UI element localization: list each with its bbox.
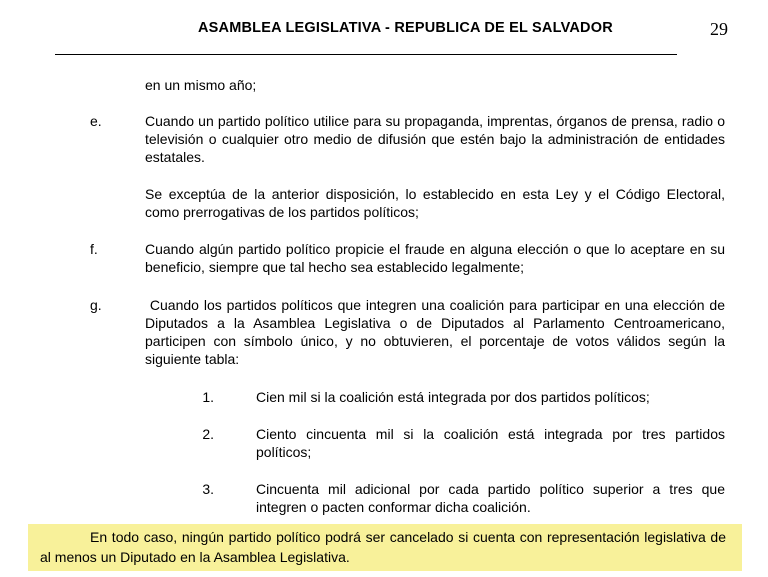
item-letter-g: g. — [90, 297, 102, 313]
final-paragraph: En todo caso, ningún partido político podrá ser cancelado si cuenta con representación legislativa de al menos un Diputado en la Asamblea Legislativa. — [40, 529, 726, 565]
continuation-text: en un mismo año; — [145, 77, 257, 93]
table-row-number: 3. — [202, 481, 214, 497]
item-g-paragraph: Cuando los partidos políticos que integren una coalición para participar en una elección de Diputados a la Asamblea Legislativa o de Diputados al Parlamento Centroamericano, participen con símbolo único, y no obtuvieren, el porcentaje de votos válidos según la siguiente tabla: — [145, 297, 729, 367]
item-letter-f: f. — [90, 241, 98, 257]
item-f-paragraph: Cuando algún partido político propicie el fraude en alguna elección o que lo aceptare en su beneficio, siempre que tal hecho sea establecido legalmente; — [145, 241, 725, 275]
table-row-text: Ciento cincuenta mil si la coalición está integrada por tres partidos políticos; — [256, 426, 725, 460]
table-row-text: Cien mil si la coalición está integrada por dos partidos políticos; — [256, 389, 650, 405]
table-row-text: Cincuenta mil adicional por cada partido político superior a tres que integren o pacten conformar dicha coalición. — [256, 481, 725, 515]
header-title: ASAMBLEA LEGISLATIVA - REPUBLICA DE EL SALVADOR — [198, 20, 613, 36]
page-number: 29 — [710, 19, 728, 39]
table-row-number: 2. — [202, 426, 214, 442]
item-e-paragraph-2: Se exceptúa de la anterior disposición, lo establecido en esta Ley y el Código Electoral, como prerrogativas de los partidos políticos; — [145, 186, 725, 220]
table-row-number: 1. — [202, 389, 214, 405]
item-letter-e: e. — [90, 113, 102, 129]
header-rule — [55, 54, 677, 55]
page-header — [0, 20, 768, 42]
item-e-paragraph-1: Cuando un partido político utilice para su propaganda, imprentas, órganos de prensa, radio o televisión o cualquier otro medio de difusión que estén bajo la administración de entidades estatales. — [145, 113, 725, 165]
